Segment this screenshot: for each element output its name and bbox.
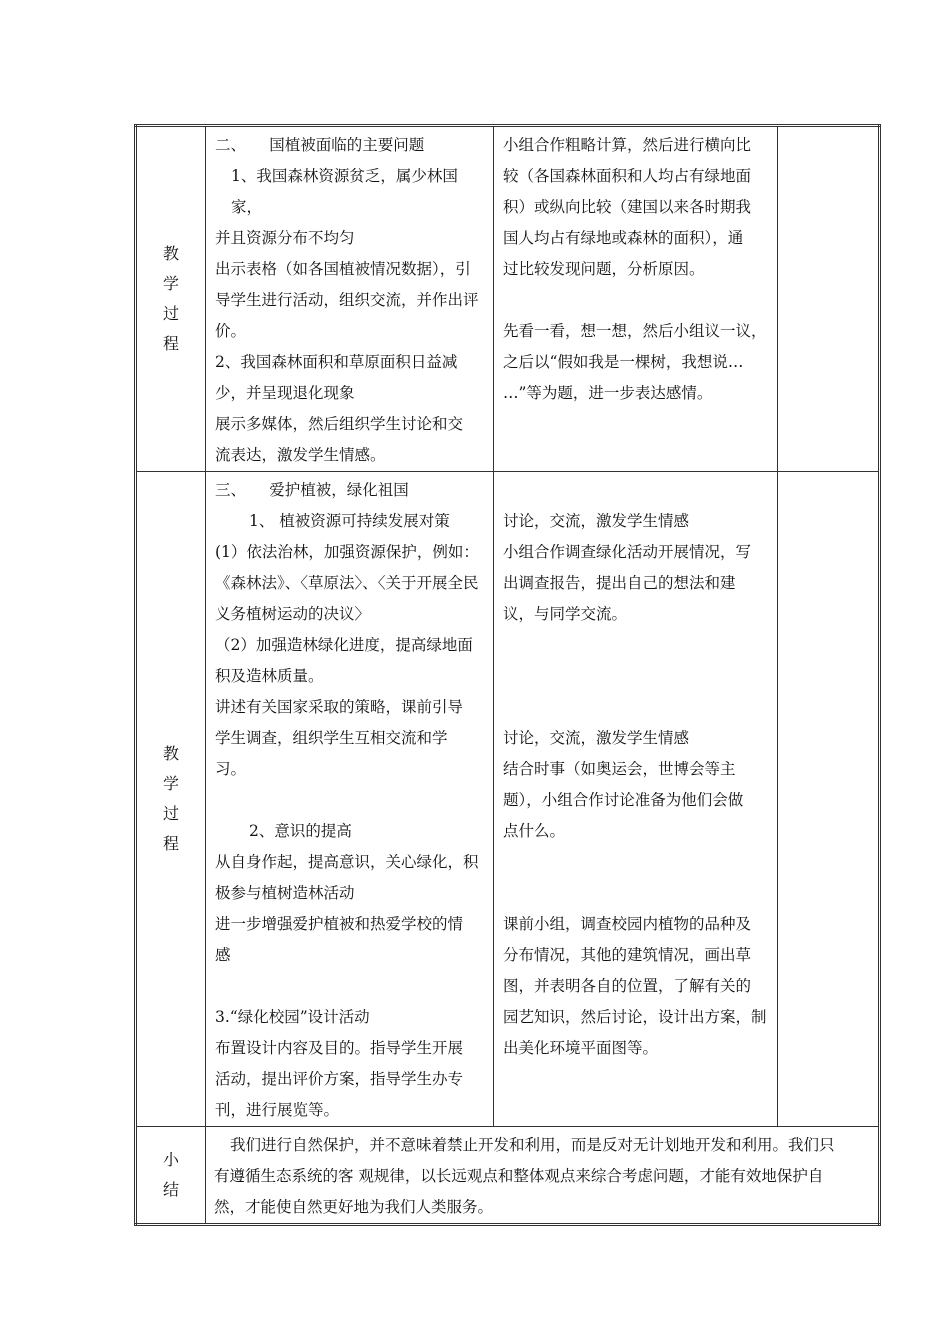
- summary-cell: [206, 1127, 880, 1225]
- row-label: 教 学 过 程: [162, 244, 179, 353]
- row-label-cell: [136, 1127, 206, 1225]
- student-activity-cell: 小组合作粗略计算，然后进行横向比 较（各国森林面积和人均占有绿地面 积）或纵向比较（建国以来各时期我 国人均占有绿地或森林的面积），通 过比较发现问题，分析原因。 先看一看，想一想，然后小组议一议， 之后以“假如我是一棵树，我想说… …”等为题，进一步表达感情。: [494, 126, 778, 472]
- summary-text: 我们进行自然保护，并不意味着禁止开发和利用，而是反对无计划地开发和利用。我们只: [230, 1136, 835, 1154]
- table-row: [136, 1127, 880, 1225]
- row-label-cell: [136, 472, 206, 1127]
- notes-cell: [778, 126, 880, 472]
- table-row: [136, 472, 880, 1127]
- summary-text: 然，才能使自然更好地为我们人类服务。: [214, 1198, 494, 1216]
- lesson-plan-table: [134, 124, 881, 1226]
- section-heading: 二、 国植被面临的主要问题: [215, 136, 425, 154]
- row-label-cell: [136, 126, 206, 472]
- notes-cell: [778, 472, 880, 1127]
- summary-text: 有遵循生态系统的客 观规律，以长远观点和整体观点来综合考虑问题，才能有效地保护自: [214, 1167, 824, 1185]
- teacher-activity-cell: 三、 爱护植被，绿化祖国 1、 植被资源可持续发展对策 (1）依法治林，加强资源保护，例如： 《森林法》、〈草原法〉、〈关于开展全民 义务植树运动的决议〉 （2）加强造林绿化进度，提高绿地面 积及造林质量。 讲述有关国家采取的策略，课前引导 学生调查，组织学生互相交流和学 习。 2、意识的提高 从自身作起，提高意识，关心绿化，积 极参与植树造林活动 进一步增强爱护植被和热爱学校的情 感 3.“绿化校园”设计活动 布置设计内容及目的。指导学生开展 活动，提出评价方案，指导学生办专 刊，进行展览等。: [206, 472, 494, 1127]
- section-heading: 三、 爱护植被，绿化祖国: [215, 481, 409, 499]
- table-row: [136, 126, 880, 472]
- student-activity-cell: 讨论，交流，激发学生情感 小组合作调查绿化活动开展情况，写 出调查报告，提出自己的想法和建 议，与同学交流。 讨论，交流，激发学生情感 结合时事（如奥运会，世博会等主 题），小组合作讨论准备为他们会做 点什么。 课前小组，调查校园内植物的品种及 分布情况，其他的建筑情况，画出草 图，并表明各自的位置，了解有关的 园艺知识，然后讨论，设计出方案，制 出美化环境平面图等。: [494, 472, 778, 1127]
- teacher-activity-cell: 二、 国植被面临的主要问题 1、我国森林资源贫乏，属少林国家， 并且资源分布不均匀 出示表格（如各国植被情况数据），引 导学生进行活动，组织交流，并作出评 价。 2、我国森林面积和草原面积日益减 少，并呈现退化现象 展示多媒体，然后组织学生讨论和交 流表达，激发学生情感。: [206, 126, 494, 472]
- row-label: 教 学 过 程: [162, 744, 179, 853]
- row-label: 小 结: [162, 1150, 179, 1199]
